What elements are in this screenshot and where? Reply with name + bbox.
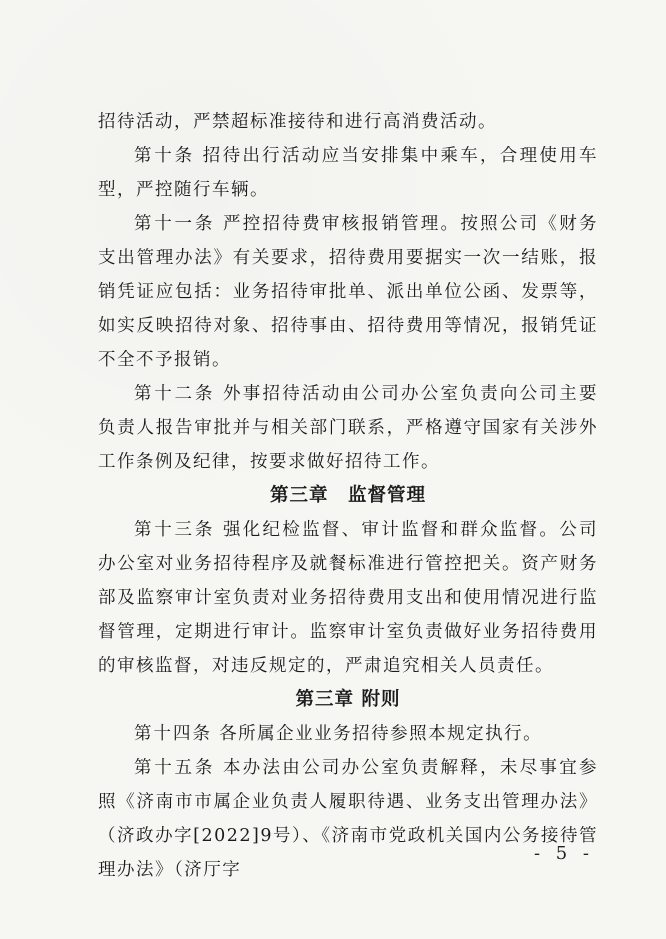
article-14 [98,717,598,751]
article-number: 第十一条 [134,214,216,234]
article-number: 第十四条 [134,724,212,744]
article-text: 严控招待费审核报销管理。按照公司《财务支出管理办法》有关要求，招待费用要据实一次一结账，报销凭证应包括：业务招待审批单、派出单位公函、发票等，如实反映招待对象、招待事由、招待费用等情况，报销凭证不全不予报销。 [98,214,598,370]
article-12 [98,377,598,479]
article-10 [98,139,598,207]
article-11 [98,207,598,377]
article-text: 本办法由公司办公室负责解释，未尽事宜参照《济南市市属企业负责人履职待遇、业务支出管理办法》（济政办字[2022]9号）、《济南市党政机关国内公务接待管理办法》（济厅字 [98,758,598,880]
page-number: - 5 - [533,843,594,864]
document-body [98,105,598,887]
paragraph-text: 招待活动，严禁超标准接待和进行高消费活动。 [98,112,497,132]
article-number: 第十五条 [134,758,216,778]
article-text: 各所属企业业务招待参照本规定执行。 [219,724,543,744]
article-13 [98,513,598,683]
article-number: 第十三条 [134,520,216,540]
chapter-heading-supplementary: 第三章 附则 [295,689,401,710]
chapter-heading-supervision: 第三章 监督管理 [269,485,426,506]
article-text: 强化纪检监督、审计监督和群众监督。公司办公室对业务招待程序及就餐标准进行管控把关。资产财务部及监察审计室负责对业务招待费用支出和使用情况进行监督管理，定期进行审计。监察审计室负责做好业务招待费用的审核监督，对违反规定的，严肃追究相关人员责任。 [98,520,598,676]
article-text: 招待出行活动应当安排集中乘车，合理使用车型，严控随行车辆。 [98,146,598,200]
article-text: 外事招待活动由公司办公室负责向公司主要负责人报告审批并与相关部门联系，严格遵守国家有关涉外工作条例及纪律，按要求做好招待工作。 [98,384,598,472]
article-number: 第十条 [134,146,195,166]
article-15 [98,751,598,887]
paragraph-continuation [98,105,598,139]
article-number: 第十二条 [134,384,216,404]
